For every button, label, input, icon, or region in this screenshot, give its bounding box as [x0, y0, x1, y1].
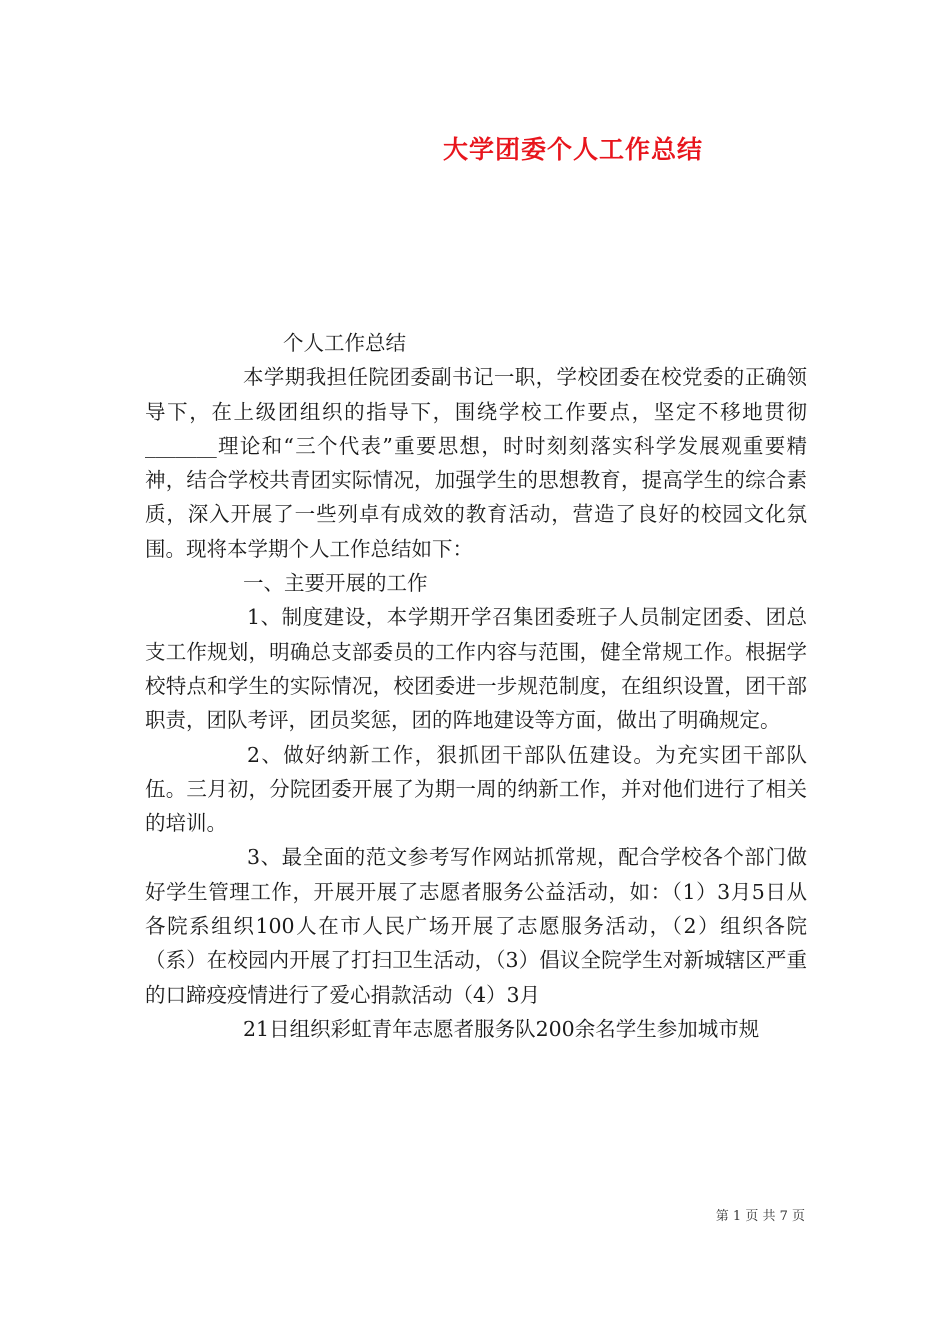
paragraph-item-3: 3、最全面的范文参考写作网站抓常规，配合学校各个部门做好学生管理工作，开展开展了志愿者服务公益活动，如：（1）3月5日从各院系组织100人在市人民广场开展了志愿服务活动，（2）组织各院（系）在校园内开展了打扫卫生活动，（3）倡议全院学生对新城辖区严重的口蹄疫疫情进行了爱心捐款活动（4）3月 [145, 845, 807, 1007]
section-heading-main-work: 一、主要开展的工作 [243, 571, 428, 596]
section-subheading: 个人工作总结 [283, 331, 406, 355]
document-body [145, 326, 807, 1046]
paragraph-intro: 本学期我担任院团委副书记一职，学校团委在校党委的正确领导下，在上级团组织的指导下，围绕学校工作要点，坚定不移地贯彻_______理论和“三个代表”重要思想，时时刻刻落实科学发展观重要精神，结合学校共青团实际情况，加强学生的思想教育，提高学生的综合素质，深入开展了一些列卓有成效的教育活动，营造了良好的校园文化氛围。现将本学期个人工作总结如下： [145, 365, 807, 561]
page-number: 第 1 页 共 7 页 [715, 1209, 805, 1224]
paragraph-item-1: 1、制度建设，本学期开学召集团委班子人员制定团委、团总支工作规划，明确总支部委员的工作内容与范围，健全常规工作。根据学校特点和学生的实际情况，校团委进一步规范制度，在组织设置，团干部职责，团队考评，团员奖惩，团的阵地建设等方面，做出了明确规定。 [145, 605, 807, 733]
paragraph-continued: 21日组织彩虹青年志愿者服务队200余名学生参加城市规 [243, 1016, 760, 1041]
document-title: 大学团委个人工作总结 [442, 135, 703, 164]
paragraph-item-2: 2、做好纳新工作，狠抓团干部队伍建设。为充实团干部队伍。三月初，分院团委开展了为期一周的纳新工作，并对他们进行了相关的培训。 [145, 742, 807, 836]
